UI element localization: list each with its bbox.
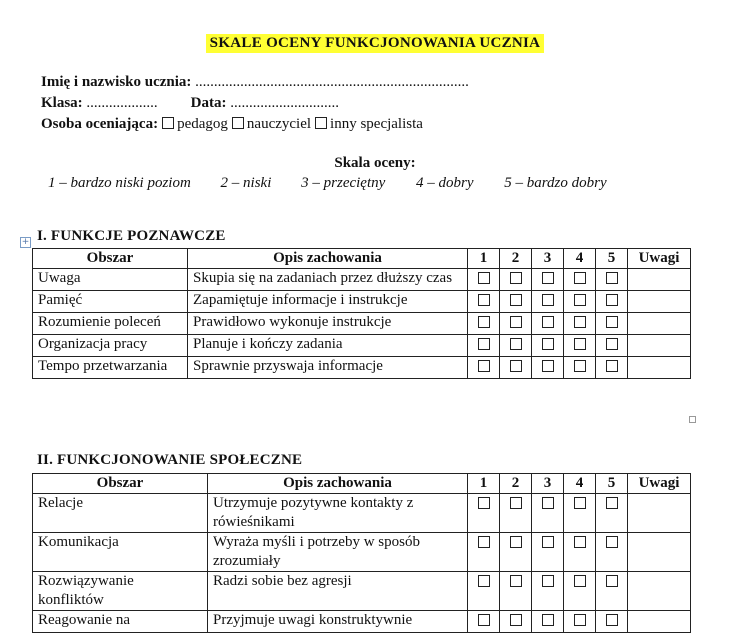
scale-level-1: 1 – bardzo niski poziom [48, 175, 191, 191]
rating-checkbox-2[interactable] [510, 338, 522, 350]
area-cell: Uwaga [33, 269, 188, 291]
rating-checkbox-3[interactable] [542, 316, 554, 328]
student-name-line [41, 73, 469, 92]
notes-cell[interactable] [628, 269, 691, 291]
table-row [33, 357, 691, 379]
col-header-area: Obszar [33, 249, 188, 269]
table-header-row [33, 474, 691, 494]
col-header-rating-4: 4 [564, 474, 596, 494]
rating-checkbox-3[interactable] [542, 497, 554, 509]
table-row [33, 572, 691, 611]
area-cell: Pamięć [33, 291, 188, 313]
rating-checkbox-3[interactable] [542, 338, 554, 350]
rating-checkbox-5[interactable] [606, 536, 618, 548]
description-cell: Przyjmuje uwagi konstruktywnie [208, 611, 468, 633]
notes-cell[interactable] [628, 572, 691, 611]
rating-cell-5 [596, 533, 628, 572]
area-cell: Rozwiązywanie konfliktów [33, 572, 208, 611]
rating-checkbox-1[interactable] [478, 575, 490, 587]
notes-cell[interactable] [628, 533, 691, 572]
rating-checkbox-5[interactable] [606, 338, 618, 350]
rating-checkbox-4[interactable] [574, 497, 586, 509]
assessor-checkbox-pedagog[interactable] [162, 117, 174, 129]
notes-cell[interactable] [628, 335, 691, 357]
rating-checkbox-1[interactable] [478, 338, 490, 350]
rating-cell-1 [468, 313, 500, 335]
rating-checkbox-1[interactable] [478, 272, 490, 284]
rating-cell-2 [500, 335, 532, 357]
scale-level-4: 4 – dobry [416, 175, 474, 191]
class-label: Klasa: [41, 95, 83, 111]
rating-checkbox-4[interactable] [574, 360, 586, 372]
description-cell: Wyraża myśli i potrzeby w sposób zrozumiały [208, 533, 468, 572]
rating-cell-4 [564, 291, 596, 313]
assessor-label: Osoba oceniająca: [41, 116, 159, 132]
col-header-rating-3: 3 [532, 474, 564, 494]
table-row [33, 533, 691, 572]
rating-cell-3 [532, 313, 564, 335]
rating-checkbox-5[interactable] [606, 575, 618, 587]
rating-cell-2 [500, 533, 532, 572]
scale-level-5: 5 – bardzo dobry [504, 175, 607, 191]
col-header-rating-5: 5 [596, 474, 628, 494]
rating-cell-1 [468, 269, 500, 291]
rating-checkbox-3[interactable] [542, 575, 554, 587]
document-title: SKALE OCENY FUNKCJONOWANIA UCZNIA [206, 34, 545, 53]
rating-cell-3 [532, 291, 564, 313]
rating-checkbox-5[interactable] [606, 272, 618, 284]
notes-cell[interactable] [628, 357, 691, 379]
rating-cell-3 [532, 335, 564, 357]
rating-cell-5 [596, 269, 628, 291]
rating-checkbox-4[interactable] [574, 575, 586, 587]
table-row [33, 494, 691, 533]
description-cell: Skupia się na zadaniach przez dłuższy czas [188, 269, 468, 291]
rating-cell-5 [596, 611, 628, 633]
col-header-rating-3: 3 [532, 249, 564, 269]
rating-checkbox-5[interactable] [606, 614, 618, 626]
col-header-rating-1: 1 [468, 474, 500, 494]
table-move-handle-icon[interactable]: + [21, 237, 30, 247]
table-row [33, 313, 691, 335]
col-header-description: Opis zachowania [208, 474, 468, 494]
col-header-notes: Uwagi [628, 474, 691, 494]
table-row [33, 269, 691, 291]
rating-checkbox-4[interactable] [574, 536, 586, 548]
class-field[interactable]: ................... [82, 95, 158, 111]
rating-checkbox-2[interactable] [510, 575, 522, 587]
col-header-rating-2: 2 [500, 474, 532, 494]
section1-table [32, 248, 691, 379]
rating-cell-1 [468, 611, 500, 633]
rating-cell-1 [468, 494, 500, 533]
rating-checkbox-1[interactable] [478, 360, 490, 372]
rating-checkbox-4[interactable] [574, 294, 586, 306]
rating-checkbox-5[interactable] [606, 294, 618, 306]
rating-cell-4 [564, 335, 596, 357]
rating-cell-3 [532, 572, 564, 611]
description-cell: Zapamiętuje informacje i instrukcje [188, 291, 468, 313]
description-cell: Sprawnie przyswaja informacje [188, 357, 468, 379]
rating-cell-1 [468, 357, 500, 379]
rating-cell-1 [468, 335, 500, 357]
rating-cell-5 [596, 335, 628, 357]
rating-cell-5 [596, 357, 628, 379]
rating-checkbox-1[interactable] [478, 614, 490, 626]
rating-checkbox-2[interactable] [510, 360, 522, 372]
rating-cell-3 [532, 357, 564, 379]
date-label: Data: [190, 95, 227, 111]
rating-cell-2 [500, 611, 532, 633]
date-field[interactable]: ............................. [226, 95, 339, 111]
rating-cell-4 [564, 572, 596, 611]
rating-checkbox-3[interactable] [542, 294, 554, 306]
rating-cell-5 [596, 572, 628, 611]
assessor-checkbox-inny[interactable] [315, 117, 327, 129]
description-cell: Prawidłowo wykonuje instrukcje [188, 313, 468, 335]
section2-title: II. FUNKCJONOWANIE SPOŁECZNE [37, 452, 303, 468]
rating-cell-1 [468, 572, 500, 611]
rating-cell-4 [564, 494, 596, 533]
rating-checkbox-1[interactable] [478, 316, 490, 328]
rating-checkbox-4[interactable] [574, 614, 586, 626]
rating-cell-5 [596, 313, 628, 335]
rating-checkbox-2[interactable] [510, 614, 522, 626]
area-cell: Tempo przetwarzania [33, 357, 188, 379]
rating-checkbox-2[interactable] [510, 316, 522, 328]
rating-cell-4 [564, 313, 596, 335]
col-header-area: Obszar [33, 474, 208, 494]
rating-cell-2 [500, 313, 532, 335]
assessor-option-nauczyciel: nauczyciel [246, 116, 312, 132]
rating-cell-3 [532, 611, 564, 633]
area-cell: Rozumienie poleceń [33, 313, 188, 335]
description-cell: Utrzymuje pozytywne kontakty z rówieśnikami [208, 494, 468, 533]
rating-cell-2 [500, 269, 532, 291]
col-header-rating-1: 1 [468, 249, 500, 269]
rating-checkbox-3[interactable] [542, 272, 554, 284]
col-header-rating-5: 5 [596, 249, 628, 269]
scale-level-2: 2 – niski [220, 175, 272, 191]
rating-checkbox-5[interactable] [606, 497, 618, 509]
col-header-rating-4: 4 [564, 249, 596, 269]
rating-checkbox-5[interactable] [606, 316, 618, 328]
rating-cell-3 [532, 494, 564, 533]
rating-checkbox-3[interactable] [542, 360, 554, 372]
assessor-line [41, 115, 423, 134]
rating-cell-5 [596, 494, 628, 533]
rating-cell-2 [500, 494, 532, 533]
table-row [33, 291, 691, 313]
area-cell: Komunikacja [33, 533, 208, 572]
rating-cell-3 [532, 533, 564, 572]
student-name-label: Imię i nazwisko ucznia: [41, 74, 192, 90]
rating-cell-4 [564, 611, 596, 633]
rating-checkbox-4[interactable] [574, 316, 586, 328]
notes-cell[interactable] [628, 611, 691, 633]
col-header-description: Opis zachowania [188, 249, 468, 269]
table-row [33, 335, 691, 357]
rating-checkbox-2[interactable] [510, 294, 522, 306]
col-header-rating-2: 2 [500, 249, 532, 269]
rating-checkbox-4[interactable] [574, 338, 586, 350]
rating-checkbox-2[interactable] [510, 536, 522, 548]
rating-checkbox-4[interactable] [574, 272, 586, 284]
rating-cell-2 [500, 291, 532, 313]
assessor-option-pedagog: pedagog [177, 116, 228, 132]
class-date-line [41, 94, 339, 113]
rating-checkbox-1[interactable] [478, 497, 490, 509]
rating-checkbox-2[interactable] [510, 272, 522, 284]
section2-table [32, 473, 691, 633]
description-cell: Planuje i kończy zadania [188, 335, 468, 357]
area-cell: Reagowanie na [33, 611, 208, 633]
scale-levels [48, 175, 607, 192]
assessor-checkbox-nauczyciel[interactable] [232, 117, 244, 129]
rating-cell-2 [500, 357, 532, 379]
rating-checkbox-5[interactable] [606, 360, 618, 372]
col-header-notes: Uwagi [628, 249, 691, 269]
assessor-option-inny: inny specjalista [330, 116, 423, 132]
rating-checkbox-3[interactable] [542, 614, 554, 626]
student-name-field[interactable]: ......................................................................... [191, 74, 469, 90]
rating-cell-2 [500, 572, 532, 611]
rating-cell-5 [596, 291, 628, 313]
rating-cell-1 [468, 533, 500, 572]
rating-checkbox-3[interactable] [542, 536, 554, 548]
title-wrapper [0, 34, 750, 53]
rating-cell-4 [564, 269, 596, 291]
rating-checkbox-2[interactable] [510, 497, 522, 509]
scale-heading: Skala oceny: [334, 155, 416, 171]
description-cell: Radzi sobie bez agresji [208, 572, 468, 611]
area-cell: Organizacja pracy [33, 335, 188, 357]
rating-cell-4 [564, 357, 596, 379]
notes-cell[interactable] [628, 313, 691, 335]
scale-level-3: 3 – przeciętny [301, 175, 386, 191]
notes-cell[interactable] [628, 291, 691, 313]
section1-title: I. FUNKCJE POZNAWCZE [37, 228, 226, 244]
rating-cell-3 [532, 269, 564, 291]
notes-cell[interactable] [628, 494, 691, 533]
rating-cell-4 [564, 533, 596, 572]
rating-cell-1 [468, 291, 500, 313]
table-header-row [33, 249, 691, 269]
area-cell: Relacje [33, 494, 208, 533]
rating-checkbox-1[interactable] [478, 536, 490, 548]
rating-checkbox-1[interactable] [478, 294, 490, 306]
table-row [33, 611, 691, 633]
table-resize-handle-icon[interactable] [689, 416, 696, 423]
